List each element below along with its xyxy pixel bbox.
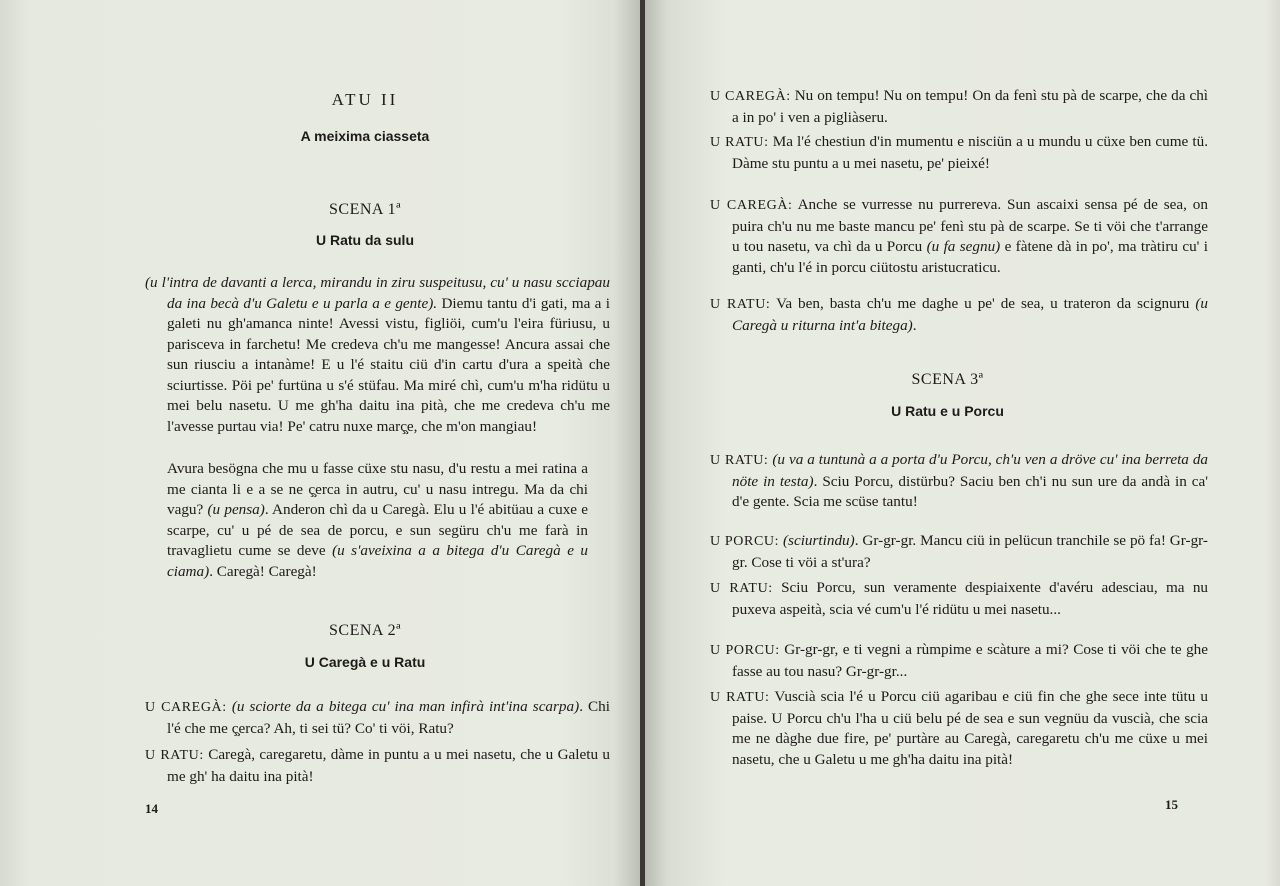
monologue-text: . Caregà! Caregà! bbox=[209, 562, 317, 580]
speaker-label: U RATU: bbox=[710, 453, 769, 468]
dialogue-text: Va ben, basta ch'u me daghe u pe' de sea, u trateron da scignuru bbox=[776, 295, 1190, 312]
scene2-title: SCENA 2ª bbox=[329, 622, 401, 639]
scene2-line-carega bbox=[145, 697, 610, 739]
dialogue-text: Vuscià scia l'é u Porcu ciü agaribau e ciü fin che ghe sece inte tütu u paise. U Porcu ch'u l'ha u ciü belu pé de sea e sun vegnüu da vuscià, che scia me ne dàghe due fire, pe' purtàre au Caregà, caregaretu ch'u me cüxe u mei nasetu, che u Galetu u me gh'ha daitu ina pità! bbox=[732, 688, 1208, 768]
dialogue-text: e fàtene dà in po', ma tràtiru cu' i ganti, ch'u l'é in porcu ciütostu aristucraticu. bbox=[732, 238, 1208, 276]
scene3-subtitle: U Ratu e u Porcu bbox=[891, 403, 1004, 419]
stage-direction: (u pensa) bbox=[207, 501, 265, 518]
setting-line: A meixima ciasseta bbox=[300, 128, 430, 144]
scene1-subtitle: U Ratu da sulu bbox=[315, 232, 414, 248]
dialogue-text: Ma l'é chestiun d'in mumentu e nisciün a u mundu u cüxe ben cume tü. Dàme stu puntu a u mei nasetu, pe' pieixé! bbox=[732, 133, 1209, 172]
dialogue-text: Nu on tempu! Nu on tempu! On da fenì stu pà de scarpe, che da chì a in po' i ven a pigliàseru. bbox=[732, 87, 1209, 126]
stage-direction: (u fa segnu) bbox=[926, 238, 1001, 255]
dialogue-text: . Gr-gr-gr. Mancu ciü in pelücun tranchile se pö fa! Gr-gr-gr. Cose ti vöi a st'ura? bbox=[732, 532, 1208, 571]
speaker-label: U RATU: bbox=[145, 748, 204, 763]
stage-direction: (u va a tuntunà a a porta d'u Porcu, ch'u ven a dröve cu' ina berreta da nöte in testa) bbox=[732, 451, 1209, 490]
monologue-text: Diemu tantu d'i gati, ma a i galeti nu gh'amanca ninte! Avessi vistu, figliöi, cum'u l'eira füriusu, u parisceva in farchetu! Me credeva ch'u me mangesse! Ancura assai che sun riusciu a intanàme! E u l'é staitu ciü d'in cartu d'ura a speità che sciurtisse. Pöi pe' furtüna u s'é stüfau. Ma miré chì, cum'u m'ha ridütu u mei belu nasetu. U me gh'ha daitu ina pità, che me credeva ch'u me l'avesse purtau via! Pe' catru nuxe març̧e, che m'on mangiau! bbox=[167, 294, 611, 435]
dialogue-text: . bbox=[912, 316, 917, 334]
act-heading: ATU II bbox=[331, 90, 399, 109]
scene3-title: SCENA 3ª bbox=[911, 371, 984, 388]
stage-direction: (u Caregà u riturna int'a bitega) bbox=[732, 295, 1208, 334]
dialogue-line-ratu bbox=[710, 294, 1208, 336]
dialogue-text: . Chi l'é che me ç̧erca? Ah, ti sei tü? Co' ti vöi, Ratu? bbox=[167, 698, 610, 737]
dialogue-line-carega bbox=[710, 86, 1208, 128]
scene3-line-ratu bbox=[710, 578, 1208, 620]
monologue-text: Avura besögna che mu u fasse cüxe stu nasu, d'u restu a mei ratina a me cianta li e a se ne ç̧erca in autru, cu' u nasu intregu. Ma da chi vagu? bbox=[167, 460, 588, 518]
right-page bbox=[645, 0, 1280, 886]
speaker-label: U RATU: bbox=[710, 581, 773, 596]
speaker-label: U PORCU: bbox=[710, 643, 780, 658]
dialogue-text: . Sciu Porcu, distürbu? Saciu ben ch'i nu sun ure da andà in ca' d'e gente. Scia me scüse tantu! bbox=[732, 472, 1208, 510]
speaker-label: U CAREGÀ: bbox=[145, 700, 227, 715]
scene1-monologue bbox=[145, 273, 610, 437]
scene2-line-ratu bbox=[145, 745, 610, 787]
page-number: 15 bbox=[1165, 797, 1178, 812]
speaker-label: U RATU: bbox=[710, 135, 769, 150]
dialogue-text: Sciu Porcu, sun veramente despiaixente d'avéru adesciau, ma nu puxeva aspeità, scia vé cum'u l'é ridütu u mei nasetu... bbox=[732, 579, 1209, 618]
stage-direction: (sciurtindu) bbox=[783, 532, 855, 549]
stage-direction: (u l'intra de davanti a lerca, mirandu in ziru suspeitusu, cu' u nasu scciapau da ina becà d'u Galetu e u parla a e gente). bbox=[145, 274, 610, 312]
scene1-title: SCENA 1ª bbox=[329, 201, 401, 218]
dialogue-text: Gr-gr-gr, e ti vegni a rùmpime e scàture a mi? Cose ti vöi che te ghe fasse au tou nasu? Gr-gr-gr... bbox=[732, 641, 1209, 680]
dialogue-text: Caregà, caregaretu, dàme in puntu a u mei nasetu, che u Galetu u me gh' ha daitu ina pità! bbox=[167, 746, 611, 785]
scene3-line-porcu bbox=[710, 531, 1208, 573]
stage-direction: (u sciorte da a bitega cu' ina man infirà int'ina scarpa) bbox=[231, 698, 580, 715]
speaker-label: U RATU: bbox=[710, 690, 770, 705]
scene3-line-ratu bbox=[710, 687, 1208, 770]
speaker-label: U CAREGÀ: bbox=[710, 89, 791, 104]
speaker-label: U CAREGÀ: bbox=[710, 198, 793, 213]
speaker-label: U PORCU: bbox=[710, 534, 780, 549]
monologue-text: . Anderon chì da u Caregà. Elu u l'é abitüau a cuxe e scarpe, cu' u pé de sea de porcu, e sun següru ch'u me farà in travaglietu cume se deve bbox=[167, 501, 588, 559]
dialogue-line-ratu bbox=[710, 132, 1208, 174]
scene3-line-ratu bbox=[710, 450, 1208, 513]
scene3-line-porcu bbox=[710, 640, 1208, 682]
dialogue-text: Anche se vurresse nu purrereva. Sun ascaixi sensa pé de sea, on puira ch'u nu me baste mancu pe' fenì stu pà de scarpe. Se ti vöi che t'arrange u tou nasetu, va chì da u Porcu bbox=[732, 196, 1208, 255]
scene1-monologue-cont bbox=[167, 459, 588, 582]
speaker-label: U RATU: bbox=[710, 297, 771, 312]
dialogue-line-carega bbox=[710, 195, 1208, 278]
scene2-subtitle: U Caregà e u Ratu bbox=[304, 654, 426, 670]
page-number: 14 bbox=[145, 801, 158, 816]
stage-direction: (u s'aveixina a a bitega d'u Caregà e u ciama) bbox=[167, 542, 589, 580]
